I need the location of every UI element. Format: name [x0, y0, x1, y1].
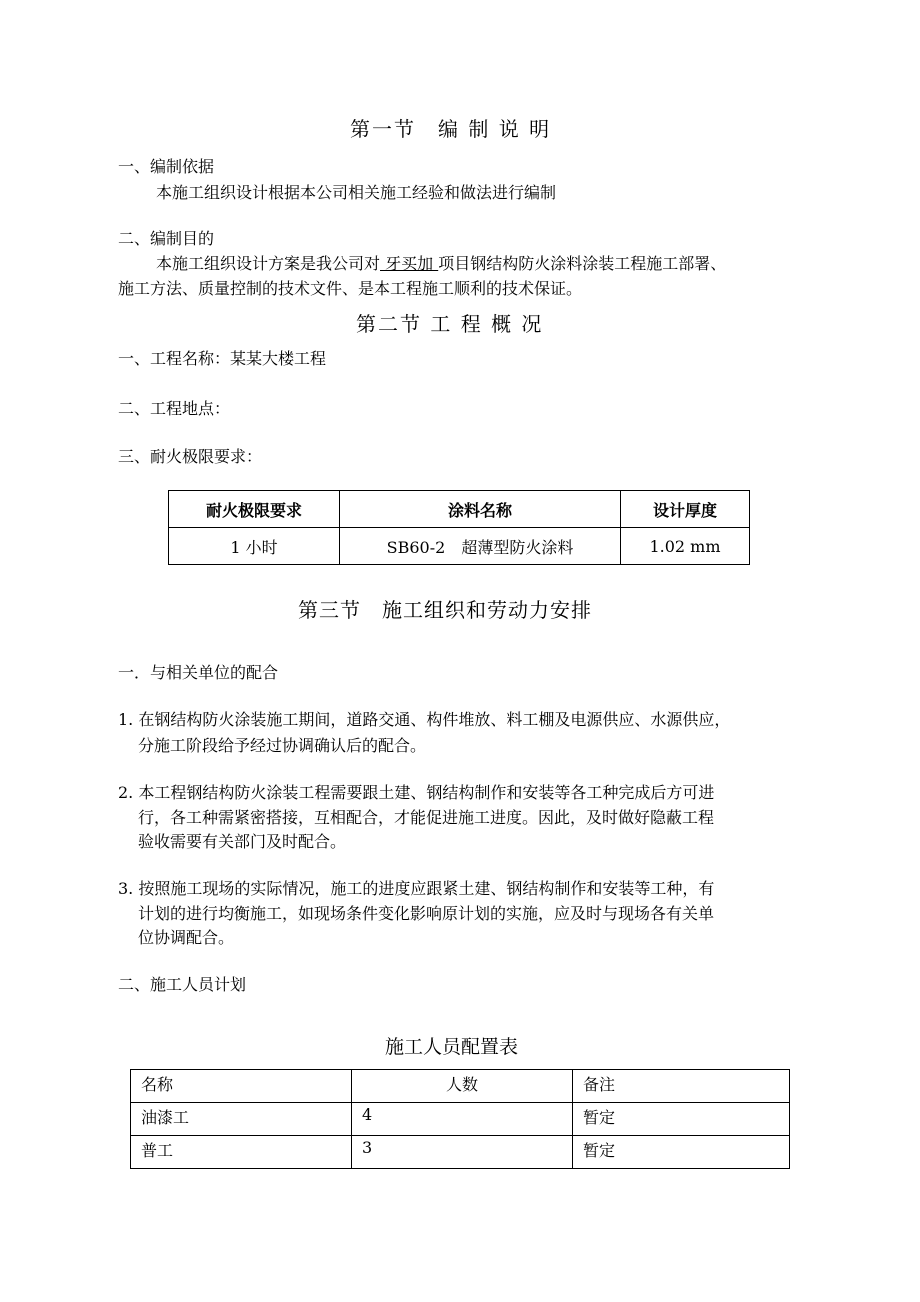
cell-coating-name: SB60-2 超薄型防火涂料: [340, 528, 621, 565]
purpose-post: 项目钢结构防火涂料涂装工程施工部署、: [438, 254, 727, 273]
section-1-title: 第一节 编 制 说 明: [350, 117, 552, 141]
staff-heading: 二、施工人员计划: [118, 975, 247, 994]
purpose-pre: 本施工组织设计方案是我公司对: [156, 254, 381, 273]
staff-header-count: 人数: [445, 1075, 478, 1094]
fire-rating-heading: 三、耐火极限要求：: [118, 447, 263, 466]
staff-cell-remark: 暂定: [583, 1141, 616, 1160]
header-fire-rating: 耐火极限要求: [169, 491, 340, 528]
staff-cell-count: 4: [362, 1105, 373, 1124]
fire-rating-table: [168, 490, 750, 565]
item-3-line-2: 计划的进行均衡施工，如现场条件变化影响原计划的实施，应及时与现场各有关单: [138, 904, 715, 923]
header-thickness: 设计厚度: [621, 491, 750, 528]
staff-table-title: 施工人员配置表: [385, 1036, 519, 1058]
staff-table-header-row: [131, 1070, 790, 1103]
project-site-line: 二、工程地点：: [118, 399, 231, 418]
cell-fire-rating: 1 小时: [169, 528, 340, 565]
item-3-line-1: 3. 按照施工现场的实际情况，施工的进度应跟紧土建、钢结构制作和安装等工种，有: [118, 879, 715, 898]
staff-cell-count: 3: [362, 1138, 373, 1157]
staff-cell-name: 油漆工: [141, 1108, 190, 1127]
section-3-title: 第三节 施工组织和劳动力安排: [298, 598, 592, 622]
table-row: [131, 1136, 790, 1169]
purpose-line-2: 施工方法、质量控制的技术文件、是本工程施工顺利的技术保证。: [118, 279, 583, 298]
item-2-line-2: 行，各工种需紧密搭接，互相配合，才能促进施工进度。因此，及时做好隐蔽工程: [138, 808, 715, 827]
item-2-line-1: 2. 本工程钢结构防火涂装工程需要跟土建、钢结构制作和安装等各工种完成后方可进: [118, 783, 715, 802]
header-coating-name: 涂料名称: [340, 491, 621, 528]
staff-table: [130, 1069, 790, 1169]
table-header-row: [169, 491, 750, 528]
item-1-line-1: 1. 在钢结构防火涂装施工期间，道路交通、构件堆放、料工棚及电源供应、水源供应，: [118, 710, 731, 729]
purpose-line-1: [156, 251, 726, 277]
project-name-line: 一、工程名称：某某大楼工程: [118, 349, 327, 368]
basis-text: 本施工组织设计根据本公司相关施工经验和做法进行编制: [156, 183, 557, 202]
item-1-line-2: 分施工阶段给予经过协调确认后的配合。: [138, 736, 427, 755]
staff-cell-remark: 暂定: [583, 1108, 616, 1127]
basis-heading: 一、编制依据: [118, 157, 215, 176]
table-row: [169, 528, 750, 565]
staff-header-name: 名称: [141, 1075, 174, 1094]
section-2-title: 第二节 工 程 概 况: [356, 312, 544, 336]
staff-cell-name: 普工: [141, 1141, 174, 1160]
cell-thickness: 1.02 mm: [621, 528, 750, 565]
item-3-line-3: 位协调配合。: [138, 928, 235, 947]
table-row: [131, 1103, 790, 1136]
item-2-line-3: 验收需要有关部门及时配合。: [138, 832, 347, 851]
purpose-heading: 二、编制目的: [118, 229, 215, 248]
coop-heading: 一．与相关单位的配合: [118, 663, 279, 682]
project-name: 牙买加: [380, 254, 439, 273]
staff-header-remark: 备注: [583, 1075, 616, 1094]
